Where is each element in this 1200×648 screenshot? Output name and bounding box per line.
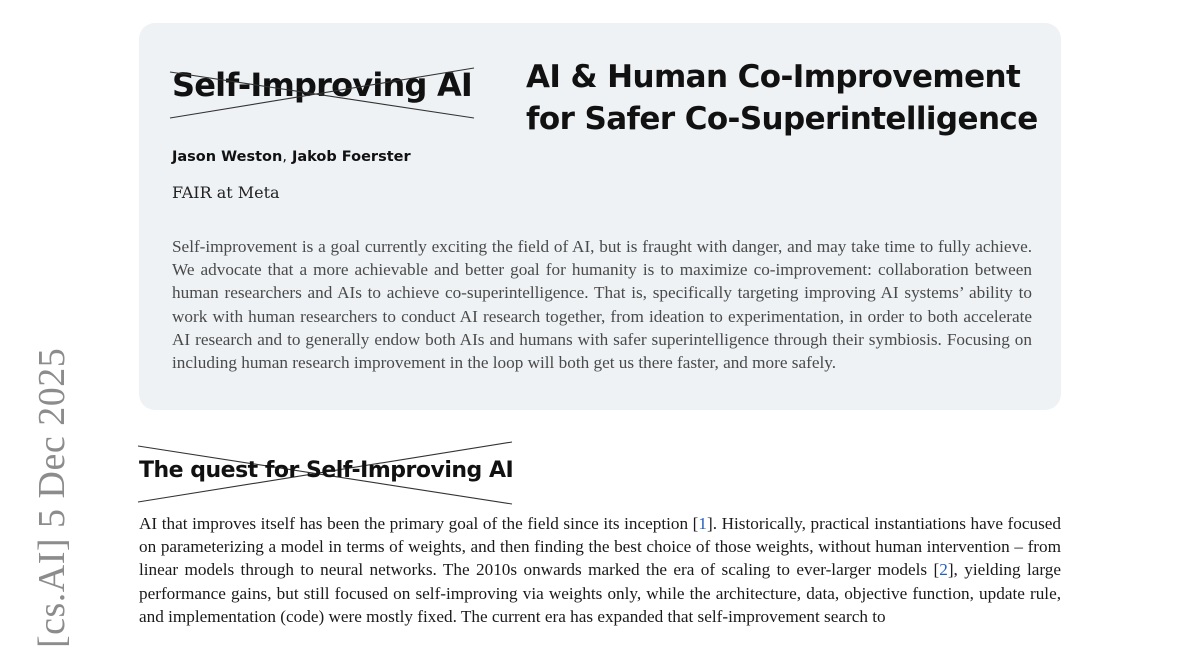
author-separator: , [282, 149, 287, 165]
arxiv-identifier-stamp: [cs.AI] 5 Dec 2025 [31, 347, 73, 648]
paragraph-text: AI that improves itself has been the primary goal of the field since its inception [ [139, 514, 699, 533]
citation-link[interactable]: 1 [698, 514, 708, 533]
paper-title-line-1: AI & Human Co-Improvement [526, 59, 1021, 95]
author-name: Jakob Foerster [291, 149, 411, 165]
abstract-text: Self-improvement is a goal currently exciting the field of AI, but is fraught with danger, and may take time to fully achieve. We advocate that a more achievable and better goal for humanity is to maximize co-improvement: collaboration between human researchers and AIs to achieve co-superintelligence. That is, specifically targeting improving AI systems’ ability to work with human researchers to conduct AI research together, from ideation to experimentation, in order to both accelerate AI research and to generally endow both AIs and humans with safer superintelligence through their symbiosis. Focusing on including human research improvement in the loop will both get us there faster, and more safely. [172, 237, 1032, 373]
body-paragraph [139, 512, 1061, 628]
paper-title-line-2: for Safer Co-Superintelligence [526, 101, 1038, 137]
paragraph-text: ]. Historically, practical instantiations have focused on parameterizing a model in terms of weights, and then finding the best choice of those weights, without human intervention – from linear models through to neural networks. The 2010s onwards marked the era of scaling to ever-larger models [ [139, 514, 1061, 580]
crossed-out-title: Self-Improving AI [172, 66, 473, 104]
author-name: Jason Weston [172, 149, 283, 165]
author-list [172, 149, 411, 165]
section-heading: The quest for Self-Improving AI [139, 458, 514, 483]
paragraph-text: ], yielding large performance gains, but still focused on self-improving via weights only, while the architecture, data, objective function, update rule, and implementation (code) were mostly fixed. The current era has expanded that self-improvement search to [139, 560, 1062, 626]
affiliation: FAIR at Meta [172, 183, 280, 202]
paper-title [526, 56, 1038, 140]
citation-link[interactable]: 2 [939, 560, 948, 580]
title-strikethrough-lines [168, 64, 478, 122]
